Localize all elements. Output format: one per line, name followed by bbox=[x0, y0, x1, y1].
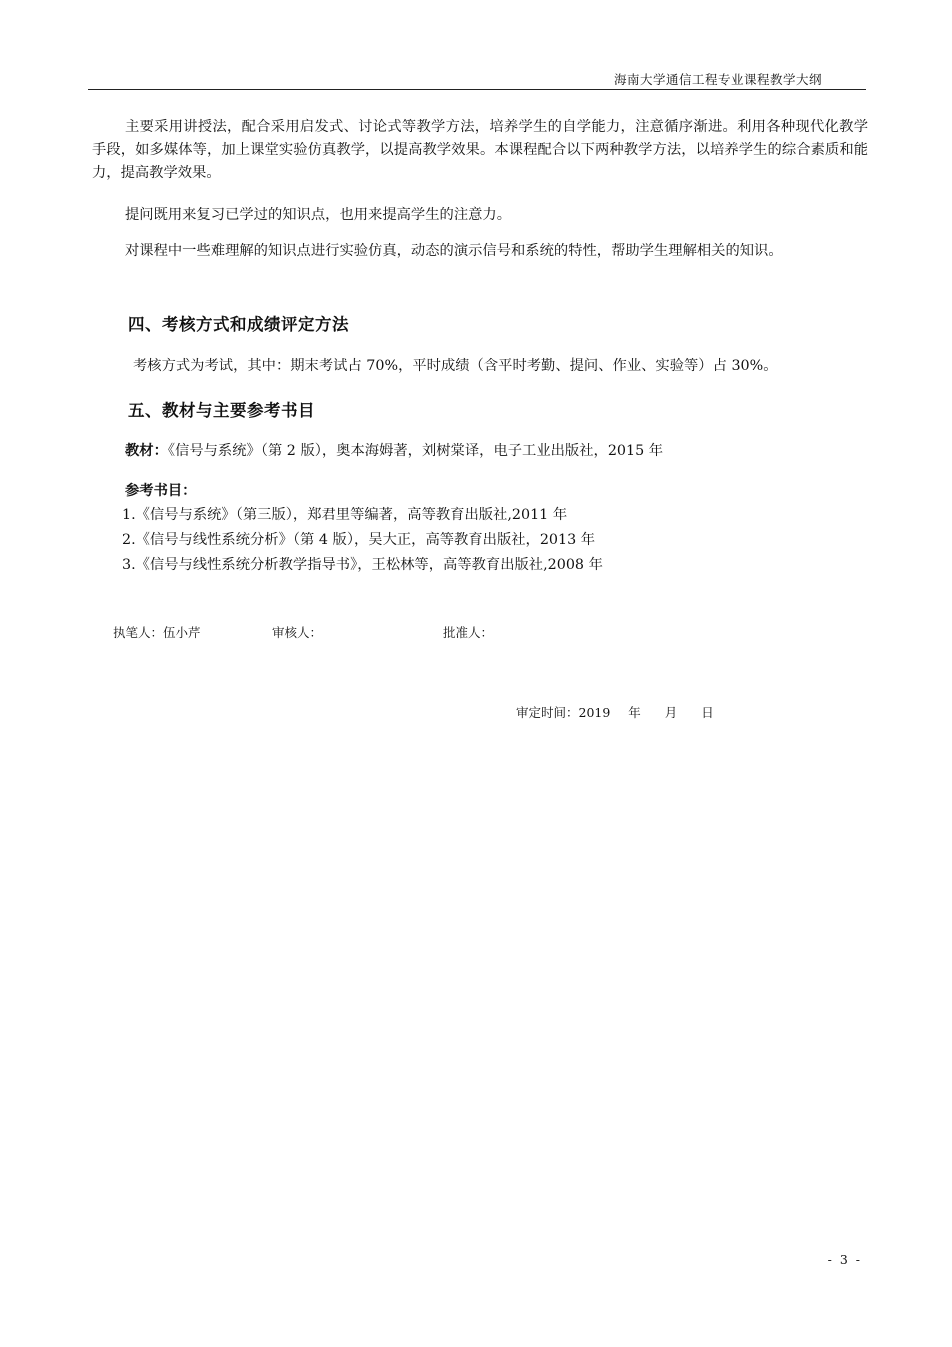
section-5-heading: 五、教材与主要参考书目 bbox=[128, 401, 315, 420]
header-title: 海南大学通信工程专业课程教学大纲 bbox=[613, 72, 822, 87]
reference-item: 2.《信号与线性系统分析》（第 4 版），吴大正，高等教育出版社，2013 年 bbox=[122, 532, 596, 548]
date-label: 审定时间：2019 bbox=[516, 705, 611, 720]
textbook-line bbox=[125, 441, 663, 461]
textbook-entry: 《信号与系统》（第 2 版），奥本海姆著，刘树棠译，电子工业出版社，2015 年 bbox=[167, 443, 664, 459]
reviewer-signature: 审核人： bbox=[272, 625, 323, 640]
date-year: 年 bbox=[628, 705, 641, 720]
references-label: 参考书目： bbox=[125, 483, 197, 499]
textbook-label: 教材： bbox=[125, 443, 168, 459]
section-4-heading: 四、考核方式和成绩评定方法 bbox=[128, 315, 349, 334]
teaching-method-paragraph-1: 主要采用讲授法，配合采用启发式、讨论式等教学方法，培养学生的自学能力，注意循序渐进。利用各种现代化教学手段，如多媒体等，加上课堂实验仿真教学，以提高教学效果。本课程配合以下两种教学方法，以培养学生的综合素质和能力，提高教学效果。 bbox=[92, 119, 868, 181]
reference-item: 3.《信号与线性系统分析教学指导书》，王松林等，高等教育出版社,2008 年 bbox=[122, 557, 603, 573]
writer-signature: 执笔人：伍小芹 bbox=[113, 625, 201, 640]
reference-item: 1.《信号与系统》（第三版），郑君里等编著，高等教育出版社,2011 年 bbox=[122, 507, 568, 523]
approver-signature: 批准人： bbox=[443, 625, 494, 640]
assessment-text: 考核方式为考试，其中：期末考试占 70%，平时成绩（含平时考勤、提问、作业、实验等）占 30%。 bbox=[133, 358, 778, 374]
date-day: 日 bbox=[701, 705, 714, 720]
date-month: 月 bbox=[664, 705, 678, 720]
page-header bbox=[88, 70, 866, 90]
page-number: - 3 - bbox=[827, 1252, 862, 1267]
teaching-method-paragraph-2: 提问既用来复习已学过的知识点，也用来提高学生的注意力。 bbox=[125, 207, 512, 223]
approval-date bbox=[516, 703, 714, 721]
teaching-method-paragraph-3: 对课程中一些难理解的知识点进行实验仿真，动态的演示信号和系统的特性，帮助学生理解相关的知识。 bbox=[125, 243, 783, 259]
